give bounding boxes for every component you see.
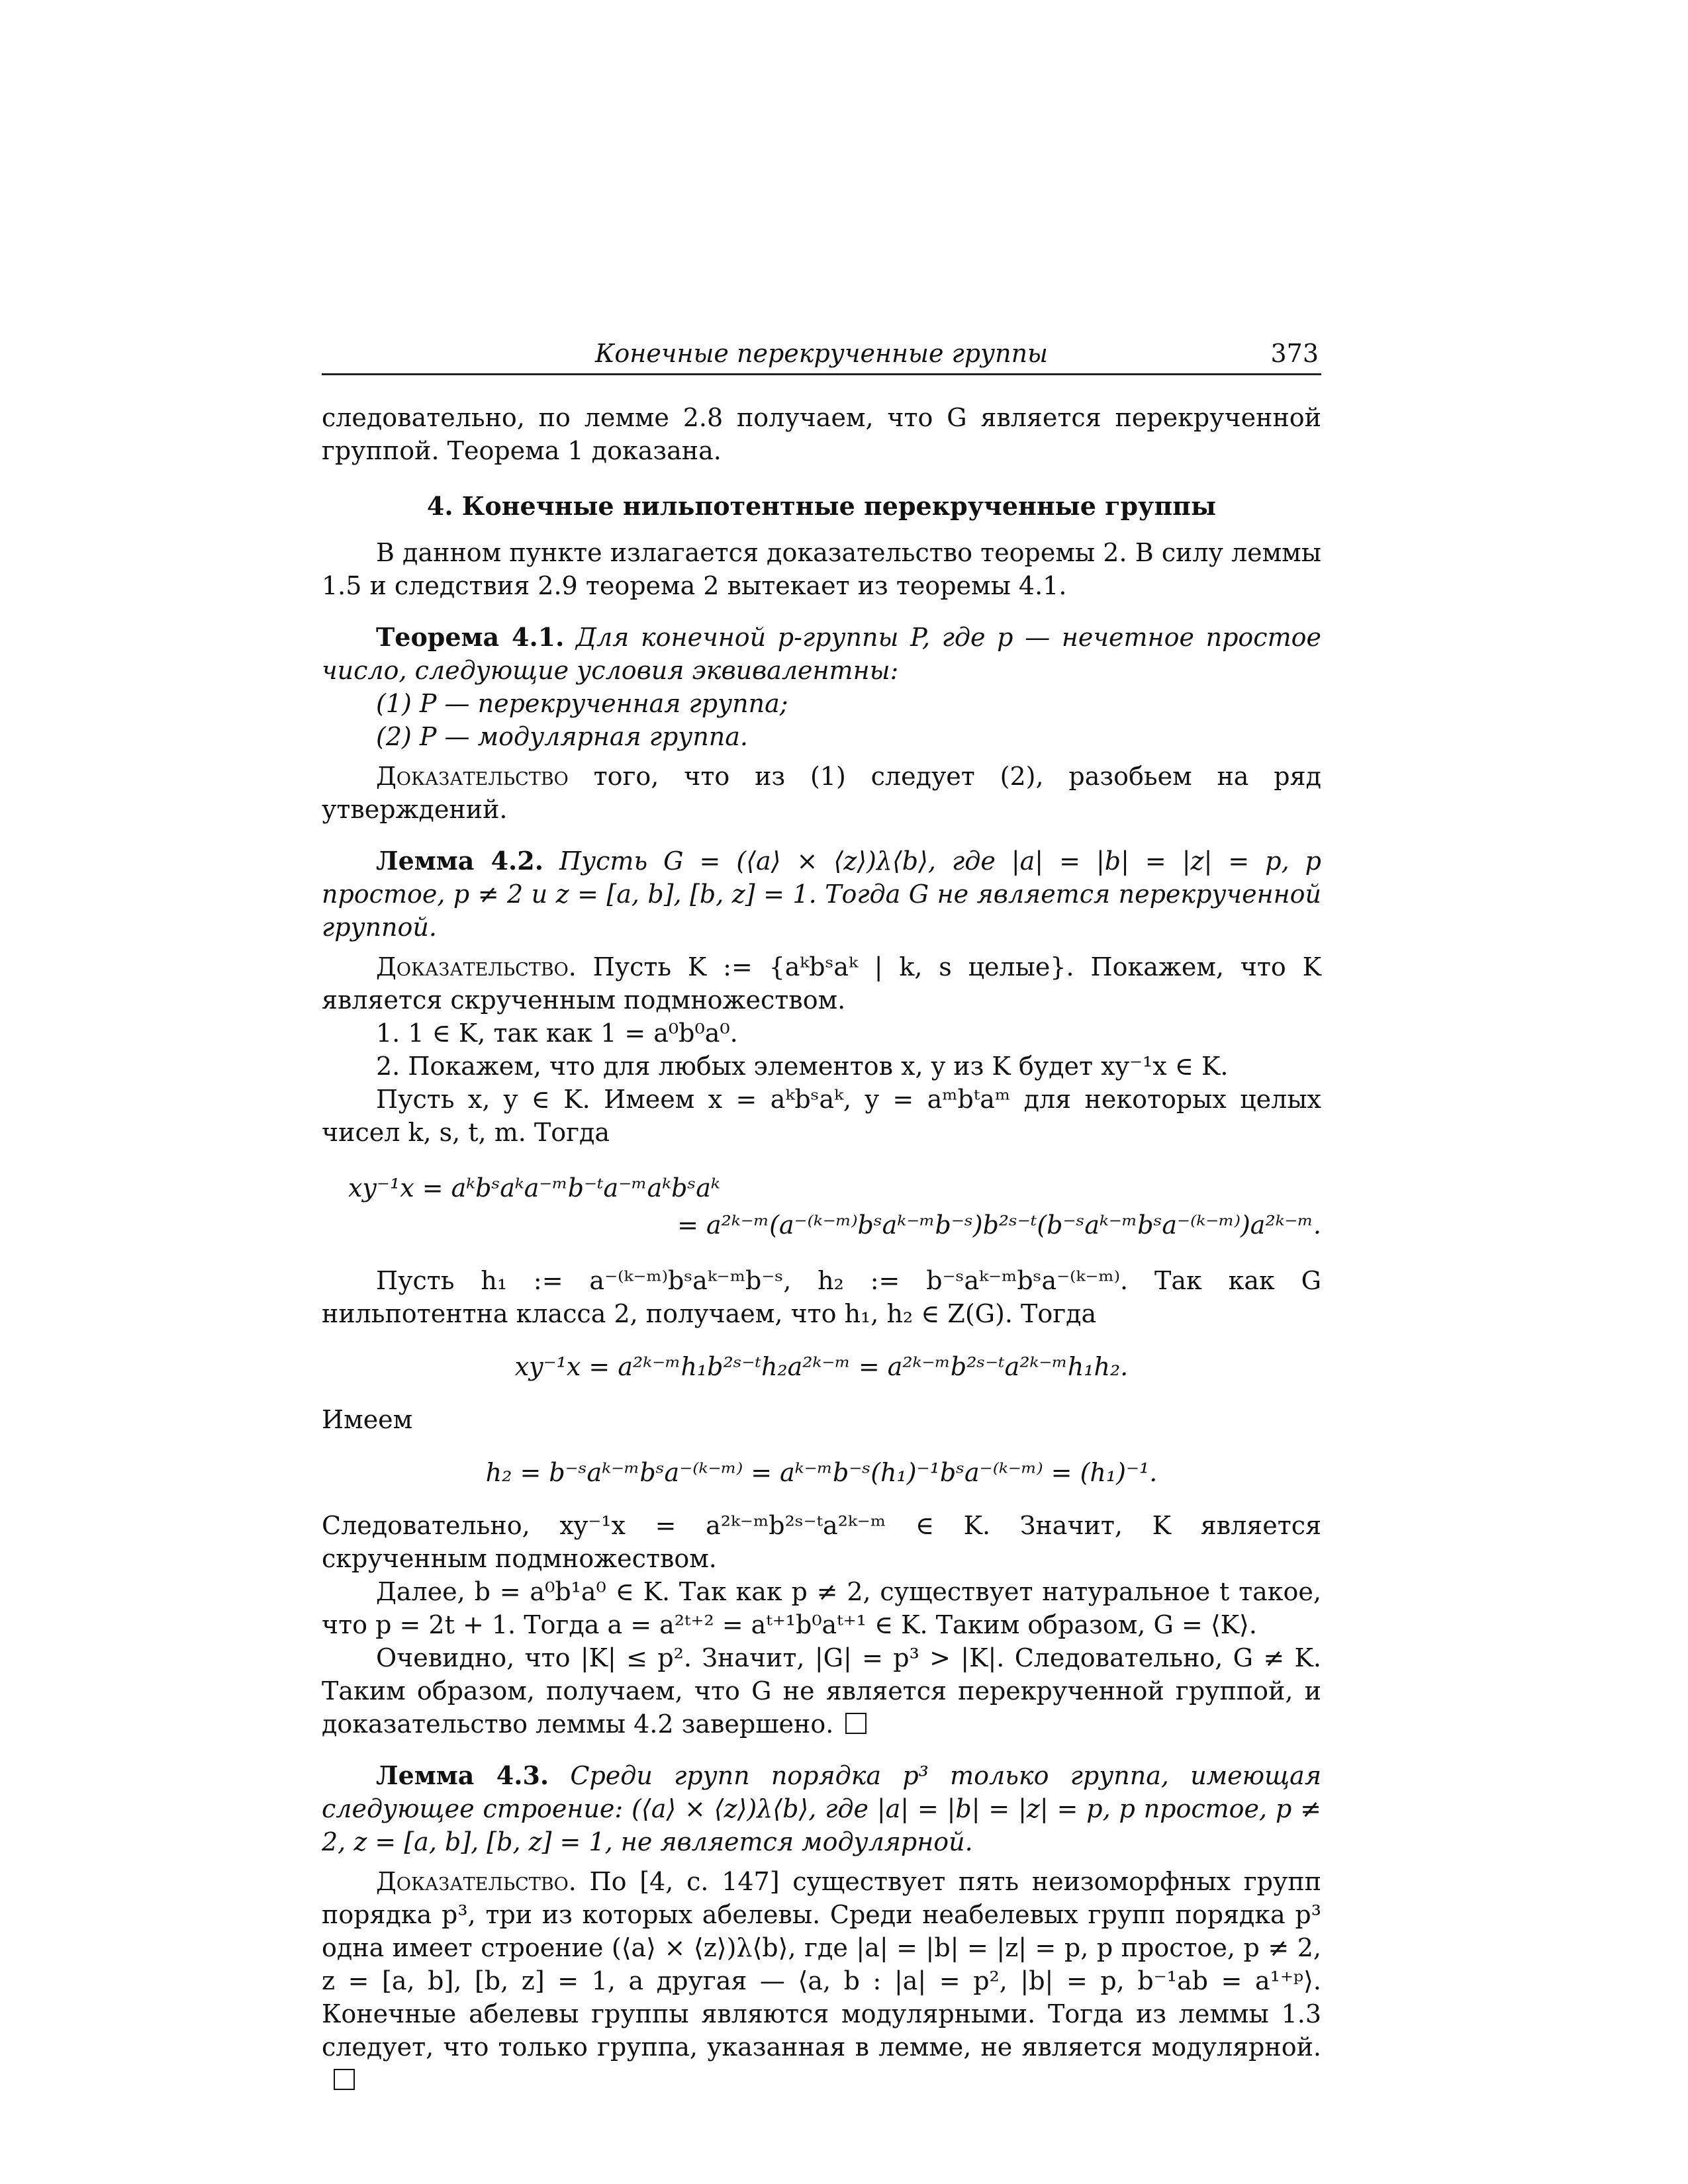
- theorem-text: Для конечной p-группы P, где p — нечетное простое число, следующие условия эквивалентны:: [322, 623, 1321, 685]
- proof-paragraph: Пусть x, y ∈ K. Имеем x = aᵏbˢaᵏ, y = aᵐbᵗaᵐ для некоторых целых чисел k, s, t, m. Тогда: [322, 1085, 1321, 1147]
- proof-label: Доказательство.: [376, 1867, 577, 1896]
- lemma-text: Среди групп порядка p³ только группа, имеющая следующее строение: (⟨a⟩ × ⟨z⟩)λ⟨b⟩, где |a| = |b| = |z| = p, p простое, p ≠ 2, z = [a, b], [b, z] = 1, не является модулярной.: [322, 1761, 1321, 1856]
- proof-paragraph-final: [322, 1641, 1321, 1741]
- proof-4-3: [322, 1865, 1321, 2097]
- lemma-label: Лемма 4.2.: [376, 846, 543, 876]
- equation-1-line-1: xy⁻¹x = aᵏbˢaᵏa⁻ᵐb⁻ᵗa⁻ᵐaᵏbˢaᵏ: [348, 1173, 720, 1203]
- proof-4-2-start: [322, 950, 1321, 1017]
- proof-text: Очевидно, что |K| ≤ p². Значит, |G| = p³ > |K|. Следовательно, G ≠ K. Таким образом, получаем, что G не является перекрученной группой, и доказательство леммы 4.2 завершено.: [322, 1643, 1321, 1739]
- proof-text: По [4, с. 147] существует пять неизоморфных групп порядка p³, три из которых абелевы. Среди неабелевых групп порядка p³ одна имеет строение (⟨a⟩ × ⟨z⟩)λ⟨b⟩, где |a| = |b| = |z| = p, p простое, p ≠ 2, z = [a, b], [b, z] = 1, а другая — ⟨a, b : |a| = p², |b| = p, b⁻¹ab = a¹⁺ᵖ⟩. Конечные абелевы группы являются модулярными. Тогда из леммы 1.3 следует, что только группа, указанная в лемме, не является модулярной.: [322, 1867, 1321, 2062]
- proof-paragraph: Имеем: [322, 1405, 413, 1434]
- proof-intro-text: того, что из (1) следует (2), разобьем на ряд утверждений.: [322, 762, 1321, 824]
- proof-paragraph: Пусть h₁ := a⁻⁽ᵏ⁻ᵐ⁾bˢaᵏ⁻ᵐb⁻ˢ, h₂ := b⁻ˢaᵏ⁻ᵐbˢa⁻⁽ᵏ⁻ᵐ⁾. Так как G нильпотентна класса 2, получаем, что h₁, h₂ ∈ Z(G). Тогда: [322, 1266, 1321, 1328]
- proof-text: Пусть K := {aᵏbˢaᵏ | k, s целые}. Покажем, что K является скрученным подмножеством.: [322, 952, 1321, 1015]
- paragraph-continuation: следовательно, по лемме 2.8 получаем, что G является перекрученной группой. Теорема 1 доказана.: [322, 403, 1321, 465]
- lemma-text: Пусть G = (⟨a⟩ × ⟨z⟩)λ⟨b⟩, где |a| = |b| = |z| = p, p простое, p ≠ 2 и z = [a, b], [b, z] = 1. Тогда G не является перекрученной группой.: [322, 846, 1321, 942]
- qed-box-icon: [334, 2069, 355, 2090]
- proof-label: Доказательство: [376, 762, 569, 791]
- lemma-4-3: [322, 1759, 1321, 1858]
- condition-1: (1) P — перекрученная группа;: [376, 689, 788, 718]
- proof-intro: [322, 760, 1321, 826]
- paragraph-intro: В данном пункте излагается доказательство теоремы 2. В силу леммы 1.5 и следствия 2.9 теорема 2 вытекает из теоремы 4.1.: [322, 538, 1321, 600]
- qed-box-icon: [845, 1713, 867, 1734]
- lemma-4-2: [322, 844, 1321, 944]
- proof-step-2: 2. Покажем, что для любых элементов x, y из K будет xy⁻¹x ∈ K.: [376, 1052, 1229, 1081]
- lemma-label: Лемма 4.3.: [376, 1760, 549, 1790]
- condition-2: (2) P — модулярная группа.: [376, 722, 749, 751]
- equation-3: h₂ = b⁻ˢaᵏ⁻ᵐbˢa⁻⁽ᵏ⁻ᵐ⁾ = aᵏ⁻ᵐb⁻ˢ(h₁)⁻¹bˢa⁻⁽ᵏ⁻ᵐ⁾ = (h₁)⁻¹.: [485, 1458, 1158, 1487]
- proof-paragraph: Следовательно, xy⁻¹x = a²ᵏ⁻ᵐb²ˢ⁻ᵗa²ᵏ⁻ᵐ ∈ K. Значит, K является скрученным подмножеством.: [322, 1511, 1321, 1573]
- page-number: 373: [1270, 339, 1319, 368]
- theorem-label: Теорема 4.1.: [376, 622, 565, 652]
- proof-step-1: 1. 1 ∈ K, так как 1 = a⁰b⁰a⁰.: [376, 1019, 738, 1048]
- section-title: 4. Конечные нильпотентные перекрученные группы: [426, 491, 1217, 521]
- equation-2: xy⁻¹x = a²ᵏ⁻ᵐh₁b²ˢ⁻ᵗh₂a²ᵏ⁻ᵐ = a²ᵏ⁻ᵐb²ˢ⁻ᵗa²ᵏ⁻ᵐh₁h₂.: [514, 1352, 1129, 1381]
- proof-label: Доказательство.: [376, 952, 577, 981]
- running-header-title: Конечные перекрученные группы: [595, 339, 1048, 368]
- equation-1-line-2: = a²ᵏ⁻ᵐ(a⁻⁽ᵏ⁻ᵐ⁾bˢaᵏ⁻ᵐb⁻ˢ)b²ˢ⁻ᵗ(b⁻ˢaᵏ⁻ᵐbˢa⁻⁽ᵏ⁻ᵐ⁾)a²ᵏ⁻ᵐ.: [677, 1210, 1321, 1240]
- running-header: [322, 336, 1321, 375]
- theorem-4-1: [322, 621, 1321, 687]
- text-column: [322, 401, 1321, 2097]
- proof-paragraph: Далее, b = a⁰b¹a⁰ ∈ K. Так как p ≠ 2, существует натуральное t такое, что p = 2t + 1. Тогда a = a²ᵗ⁺² = aᵗ⁺¹b⁰aᵗ⁺¹ ∈ K. Таким образом, G = ⟨K⟩.: [322, 1577, 1321, 1639]
